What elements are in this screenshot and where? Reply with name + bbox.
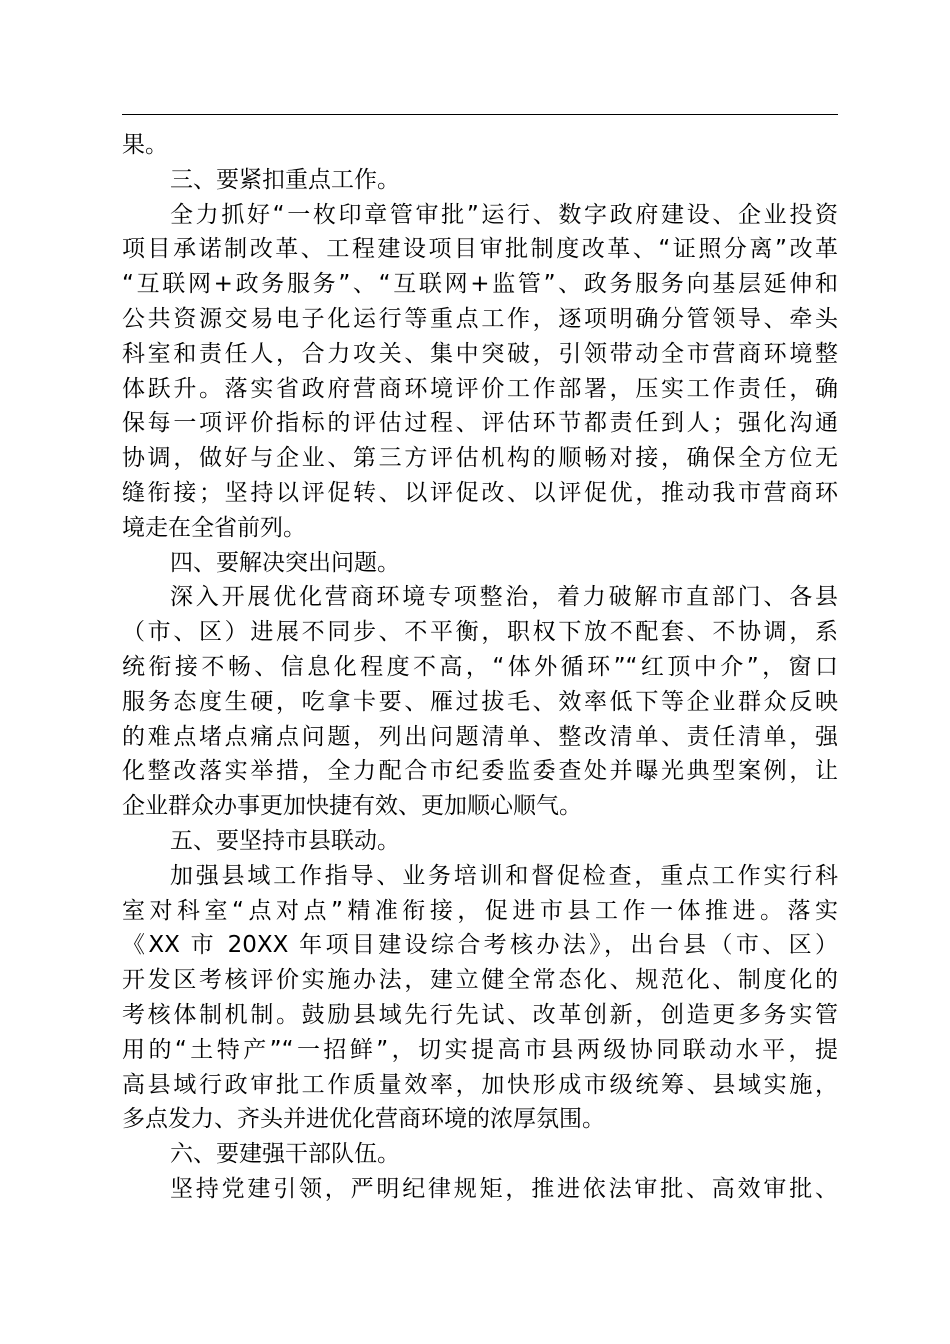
paragraph-line: 深入开展优化营商环境专项整治，着力破解市直部门、各县 (170, 584, 838, 611)
paragraph-line: 协调，做好与企业、第三方评估机构的顺畅对接，确保全方位无 (122, 445, 838, 472)
paragraph-line: 考核体制机制。鼓励县域先行先试、改革创新，创造更多务实管 (122, 1001, 838, 1028)
paragraph-line: 室对科室“点对点”精准衔接，促进市县工作一体推进。落实 (122, 897, 838, 924)
paragraph-line: 化整改落实举措，全力配合市纪委监委查处并曝光典型案例，让 (122, 758, 838, 785)
paragraph-line: 项目承诺制改革、工程建设项目审批制度改革、“证照分离”改革 (122, 236, 838, 263)
section-heading: 四、要解决突出问题。 (170, 549, 400, 576)
paragraph-line: 《XX 市 20XX 年项目建设综合考核办法》，出台县（市、区） (122, 932, 838, 959)
paragraph-line: 服务态度生硬，吃拿卡要、雁过拔毛、效率低下等企业群众反映 (122, 688, 838, 715)
paragraph-line: 缝衔接；坚持以评促转、以评促改、以评促优，推动我市营商环 (122, 479, 838, 506)
section-heading: 六、要建强干部队伍。 (170, 1141, 400, 1168)
paragraph-line: 科室和责任人，合力攻关、集中突破，引领带动全市营商环境整 (122, 340, 838, 367)
document-body (122, 128, 838, 1207)
paragraph-line: 境走在全省前列。 (122, 514, 306, 541)
paragraph-line: 用的“土特产”“一招鲜”，切实提高市县两级协同联动水平，提 (122, 1036, 838, 1063)
paragraph-line: 的难点堵点痛点问题，列出问题清单、整改清单、责任清单，强 (122, 723, 838, 750)
paragraph-line: 果。 (122, 132, 168, 158)
paragraph-line: 加强县域工作指导、业务培训和督促检查，重点工作实行科 (170, 862, 838, 889)
paragraph-line: 坚持党建引领，严明纪律规矩，推进依法审批、高效审批、 (170, 1175, 838, 1202)
header-rule (122, 114, 838, 115)
paragraph-line: 高县域行政审批工作质量效率，加快形成市级统筹、县域实施， (122, 1071, 838, 1098)
paragraph-line: 保每一项评价指标的评估过程、评估环节都责任到人；强化沟通 (122, 410, 838, 437)
paragraph-line: 体跃升。落实省政府营商环境评价工作部署，压实工作责任，确 (122, 375, 838, 402)
paragraph-line: 企业群众办事更加快捷有效、更加顺心顺气。 (122, 793, 582, 820)
paragraph-line: 统衔接不畅、信息化程度不高，“体外循环”“红顶中介”，窗口 (122, 653, 838, 680)
section-heading: 三、要紧扣重点工作。 (170, 166, 400, 193)
paragraph-line: 公共资源交易电子化运行等重点工作，逐项明确分管领导、牵头 (122, 305, 838, 332)
paragraph-line: 全力抓好“一枚印章管审批”运行、数字政府建设、企业投资 (170, 201, 838, 228)
section-heading: 五、要坚持市县联动。 (170, 827, 400, 854)
paragraph-line: 多点发力、齐头并进优化营商环境的浓厚氛围。 (122, 1106, 605, 1133)
paragraph-line: 开发区考核评价实施办法，建立健全常态化、规范化、制度化的 (122, 967, 838, 994)
paragraph-line: “互联网+政务服务”、“互联网+监管”、政务服务向基层延伸和 (122, 271, 838, 298)
paragraph-line: （市、区）进展不同步、不平衡，职权下放不配套、不协调，系 (122, 619, 838, 646)
